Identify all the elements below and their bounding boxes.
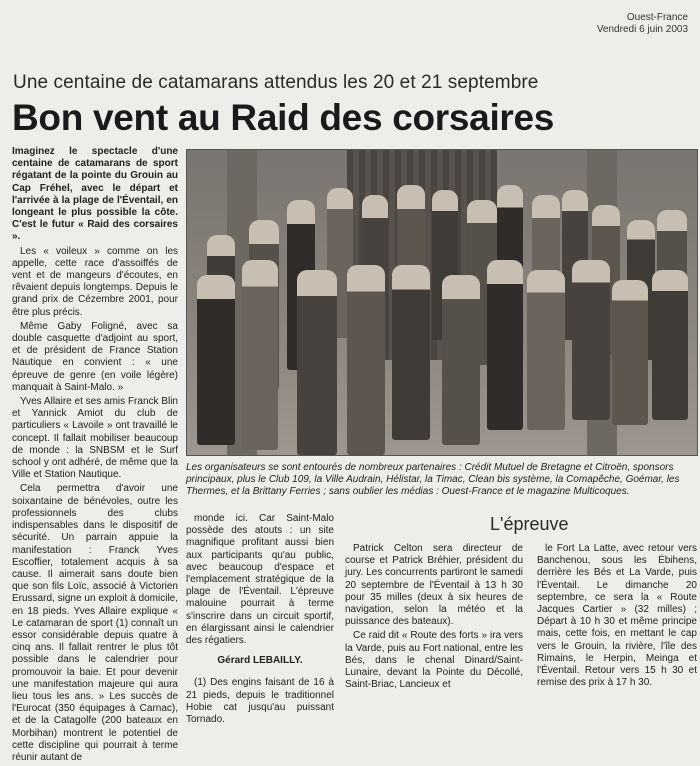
article-kicker: Une centaine de catamarans attendus les 20 et 21 septembre [13,72,539,93]
photo-person [392,265,430,440]
article-paragraph: Ce raid dit « Route des forts » ira vers la Varde, puis au Fort national, entre les Bés, dans le chenal Dinard/Saint-Lunaire, devant la Pointe du Décollé, Saint-Briac, Lancieux et [345,630,523,691]
photo-person [527,270,565,430]
article-paragraph: Imaginez le spectacle d'une centaine de catamarans de sport régatant de la pointe du Grouin au Cap Fréhel, avec le départ et l'arrivée à la plage de l'Éventail, en longeant le plus possible la côte. C'est le futur « Raid des corsaires ». [12,146,178,243]
article-paragraph: Cela permettra d'avoir une soixantaine de bénévoles, outre les professionnels des clubs indispensables dans le dispositif de sécurité. Un parrain appuie la manifestation : Franck Yves Escoffier, totalement acquis à sa cause. Il aimerait sans doute bien que son fils Loïc, associé à Victorien Erussard, signe un exploit à domicile, en 18 pieds. Yves Allaire explique « Le catamaran de sport (1) connaît un essor considérable depuis quatre à cinq ans. Il fallait rentrer le plus tôt possible dans le calendrier pour promouvoir la baie. Et pour devenir une manifestation majeure qui aura lieu tous les ans. » Les succès de l'Eurocat (350 équipages à Carnac), et de la Catagolfe (200 bateaux en Morbihan) montrent le potentiel de cette discipline qui pourrait à terme réunir autant de [12,483,178,763]
newspaper-name: Ouest-France [626,12,688,23]
article-column-4 [537,543,697,691]
section-subheading: L'épreuve [490,514,569,534]
photo-person [612,280,648,425]
article-paragraph: monde ici. Car Saint-Malo possède des atouts : un site magnifique profitant aussi bien aux participants qu'au public, avec beaucoup d'espace et l'emplacement stratégique de la plage de l'Éventail. L'épreuve malouine pourrait à terme s'inscrire dans un circuit sportif, en élargissant ainsi le calendrier des régatiers. [186,513,334,647]
publication-date: Vendredi 6 juin 2003 [596,24,688,35]
photo-person [572,260,610,420]
photo-person [487,260,523,430]
article-paragraph: Yves Allaire et ses amis Franck Blin et Yannick Amiot du club de particuliers « Lavoile » ont travaillé le concept. Il fallait mobiliser beaucoup de monde : la SNBSM et le Surf school y ont adhéré, de même que la Ville et Station Nautique. [12,396,178,481]
article-headline: Bon vent au Raid des corsaires [12,97,555,138]
article-paragraph: Les « voileux » comme on les appelle, cette race d'assoiffés de vent et de mangeurs d'écoutes, en rêvaient depuis longtemps. Depuis le grand prix de Cézembre 2001, pour être plus précis. [12,245,178,318]
photo-person [197,275,235,445]
article-paragraph: Même Gaby Foligné, avec sa double casquette d'adjoint au sport, et de président de France Station Nautique en convient : « une épreuve de genre (en voile légère) manquait à Saint-Malo. » [12,320,178,393]
author-signature: Gérard LEBAILLY. [217,655,303,667]
photo-person [442,275,480,445]
group-photo [186,149,698,456]
article-column-3 [345,543,523,693]
photo-caption: Les organisateurs se sont entourés de nombreux partenaires : Crédit Mutuel de Bretagne et Citroën, sponsors principaux, plus le Club 109, la Ville Audrain, Hélistar, la Timac, Clean bis système, la Comapêche, Goémar, les Thermes, et la Brittany Ferries ; sans oublier les médias : Ouest-France et le magazine Multicoques. [186,462,680,497]
photo-person [297,270,337,455]
masthead [597,12,688,36]
photo-person [652,270,688,420]
article-paragraph: Patrick Celton sera directeur de course et Patrick Bréhier, président du jury. Les concurrents partiront le samedi 20 septembre de l'Éventail à 13 h 30 pour 35 milles (deux à six heures de navigation, selon la météo et la puissance des bateaux). [345,543,523,628]
article-paragraph: (1) Des engins faisant de 16 à 21 pieds, depuis le traditionnel Hobie cat jusqu'au puissant Tornado. [186,677,334,726]
photo-person [242,260,278,450]
photo-person [347,265,385,455]
article-column-1 [12,146,178,766]
article-column-2 [186,513,334,728]
article-paragraph: le Fort La Latte, avec retour vers Banchenou, sous les Ébihens, derrière les Bés et La Varde, puis l'Éventail. Le dimanche 20 septembre, ce sera la « Route Jacques Cartier » (32 milles) ; Départ à 10 h 30 et même principe mais, cette fois, en mettant le cap vers le Grouin, la rivière, l'île des Rimains, le Herpin, Meinga et l'Éventail. Retour vers 15 h 30 et remise des prix à 17 h 30. [537,543,697,689]
